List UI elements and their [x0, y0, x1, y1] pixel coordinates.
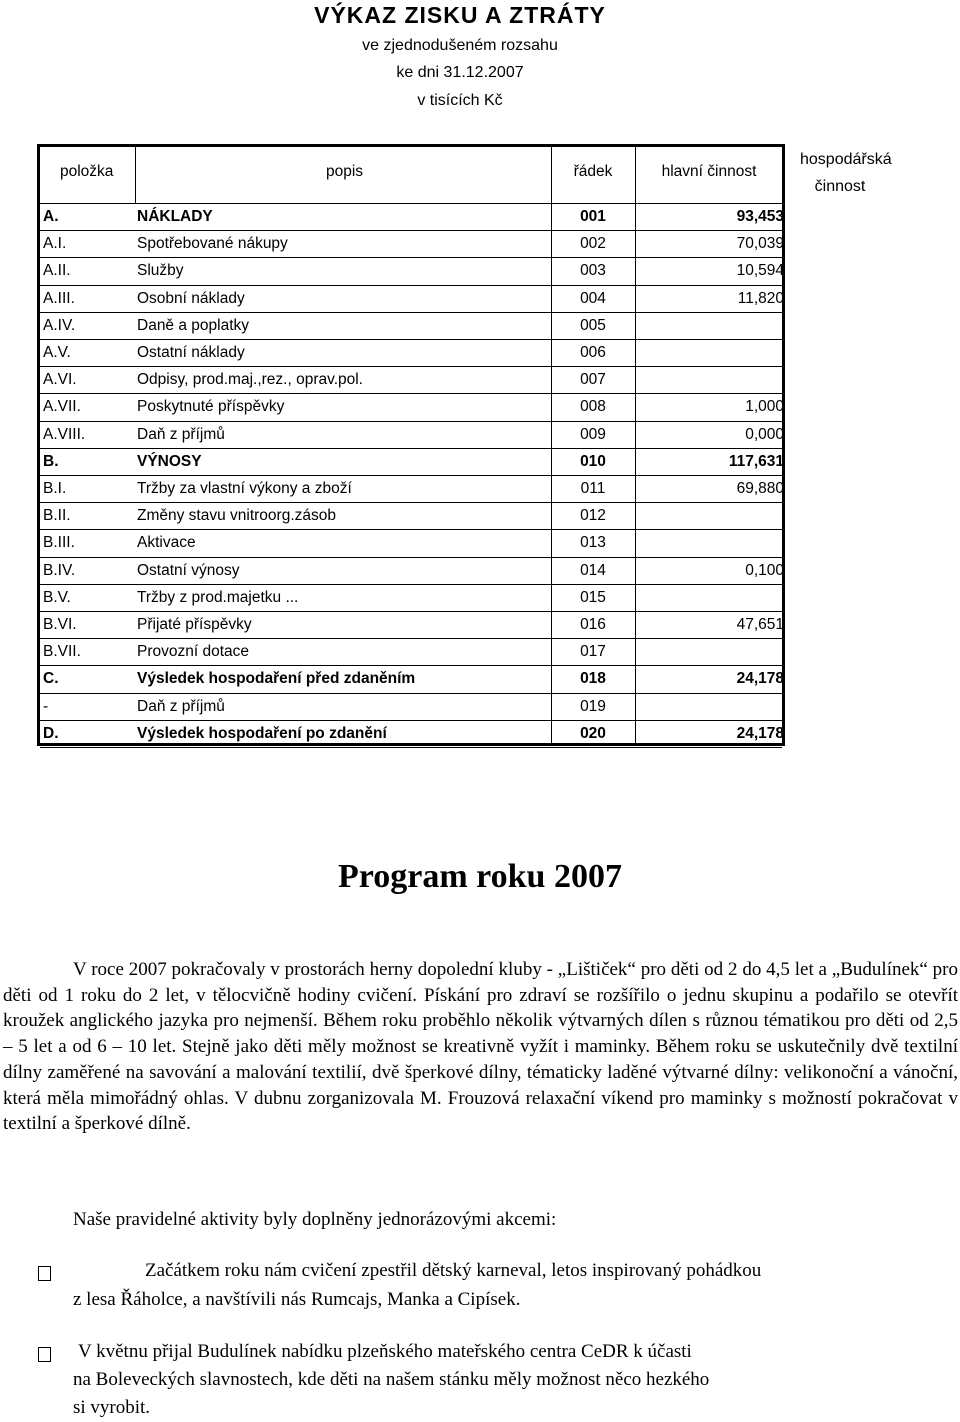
row-description: Výsledek hospodaření po zdanění	[137, 724, 387, 742]
program-title: Program roku 2007	[338, 858, 622, 895]
row-code: B.II.	[43, 507, 71, 525]
table-row	[40, 557, 782, 585]
table-row	[40, 421, 782, 449]
row-main-value: 24,178	[736, 670, 784, 688]
bullet-2-line-3: si vyrobit.	[73, 1397, 151, 1418]
row-main-value: 0,000	[745, 425, 784, 443]
row-main-value: 47,651	[736, 616, 784, 633]
row-main-value: 11,820	[737, 289, 784, 307]
row-code: A.VIII.	[43, 425, 86, 443]
row-main-value: 10,594	[736, 262, 784, 280]
row-description: Služby	[137, 262, 184, 280]
row-code: -	[43, 697, 49, 715]
row-main-value: 1,000	[745, 398, 784, 416]
row-main-value: 24,178	[736, 724, 784, 742]
row-description: Přijaté příspěvky	[137, 616, 252, 633]
row-code: B.	[43, 452, 59, 470]
row-line-number: 002	[580, 235, 606, 253]
row-code: A.I.	[43, 235, 67, 253]
row-line-number: 012	[580, 507, 606, 525]
row-code: A.V.	[43, 344, 71, 361]
table-row	[40, 584, 782, 612]
bullet-1-line-2: z lesa Řáholce, a navštívili nás Rumcajs, Manka a Cipísek.	[73, 1289, 521, 1310]
row-line-number: 016	[580, 616, 606, 633]
row-description: Změny stavu vnitroorg.zásob	[137, 507, 337, 525]
row-code: A.VII.	[43, 398, 81, 416]
col-header-economic-activity: hospodářská činnost	[800, 151, 892, 195]
row-line-number: 019	[580, 697, 606, 715]
col-header-main-activity: hlavní činnost	[661, 163, 757, 180]
table-row	[40, 665, 782, 693]
row-line-number: 007	[580, 371, 606, 389]
program-paragraph: V roce 2007 pokračovaly v prostorách herny dopolední kluby - „Lištiček“ pro děti od 2 do 4,5 let a „Budulínek“ pro děti od 1 roku do 2 let, v tělocvičně hodiny cvičení. Pískání pro zdraví se rozšířilo o jednu skupinu a podařilo se otevřít kroužek anglického jazyka pro nejmenší. Během roku proběhlo několik výtvarných dílen s různou tématikou pro děti od 2,5 – 5 let a od 6 – 10 let. Stejně jako děti měly možnost se kreativně vyžít i maminky. Během roku se uskutečnily dvě textilní dílny zaměřené na savování a malování textilií, dvě šperkové dílny, tématicky laděné výtvarné dílny: velikonoční a vánoční, která měla mimořádný ohlas. V dubnu zorganizovala M. Frouzová relaxační víkend pro maminky s možností pokračovat v textilní a šperkové dílně.	[3, 959, 958, 1135]
row-description: Daň z příjmů	[137, 425, 225, 443]
row-line-number: 020	[580, 724, 606, 742]
row-line-number: 015	[580, 588, 606, 606]
table-row	[40, 366, 782, 394]
report-subtitle-scope: ve zjednodušeném rozsahu	[362, 37, 558, 54]
table-row	[40, 285, 782, 313]
table-row	[40, 312, 782, 340]
row-code: A.IV.	[43, 316, 76, 334]
table-row	[40, 693, 782, 721]
report-subtitle-units: v tisících Kč	[417, 92, 503, 109]
row-line-number: 003	[580, 262, 606, 280]
row-main-value: 117,631	[728, 452, 784, 470]
table-row	[40, 393, 782, 421]
row-description: Daně a poplatky	[137, 316, 250, 334]
table-row	[40, 638, 782, 666]
row-line-number: 009	[580, 425, 606, 443]
bullet-2-line-1: V květnu přijal Budulínek nabídku plzeňského mateřského centra CeDR k účasti	[78, 1341, 692, 1362]
row-description: Daň z příjmů	[137, 697, 225, 715]
row-code: A.VI.	[43, 371, 77, 389]
col-header-item: položka	[60, 163, 114, 180]
report-title: VÝKAZ ZISKU A ZTRÁTY	[314, 2, 606, 28]
row-description: Spotřebované nákupy	[137, 235, 288, 253]
table-row	[40, 720, 782, 748]
row-description: Provozní dotace	[137, 643, 250, 661]
row-description: Odpisy, prod.maj.,rez., oprav.pol.	[137, 371, 363, 389]
row-description: Osobní náklady	[137, 289, 245, 307]
row-line-number: 004	[580, 289, 606, 307]
row-code: B.IV.	[43, 561, 76, 579]
col-header-line: řádek	[573, 163, 613, 180]
row-line-number: 017	[580, 643, 606, 661]
table-row	[40, 339, 782, 367]
row-line-number: 005	[580, 316, 606, 334]
bullet-2-line-2: na Boleveckých slavnostech, kde děti na našem stánku měly možnost něco hezkého	[73, 1369, 710, 1390]
col-header-description: popis	[326, 163, 364, 180]
program-intro: Naše pravidelné aktivity byly doplněny jednorázovými akcemi:	[73, 1209, 557, 1230]
row-main-value: 0,100	[745, 561, 784, 579]
row-code: B.VI.	[43, 616, 77, 633]
bullet-box-icon	[38, 1266, 51, 1281]
row-code: C.	[43, 670, 59, 688]
row-description: Tržby za vlastní výkony a zboží	[137, 480, 352, 497]
row-code: B.III.	[43, 534, 75, 552]
table-row	[40, 611, 782, 639]
row-description: Výsledek hospodaření před zdaněním	[137, 670, 416, 688]
row-line-number: 018	[580, 670, 606, 688]
row-description: VÝNOSY	[137, 452, 202, 470]
row-code: B.VII.	[43, 643, 81, 661]
table-header-row	[40, 147, 782, 204]
row-description: Ostatní výnosy	[137, 561, 240, 579]
row-line-number: 008	[580, 398, 606, 416]
row-code: B.V.	[43, 588, 71, 606]
row-description: Poskytnuté příspěvky	[137, 398, 285, 416]
bullet-box-icon	[38, 1347, 51, 1362]
table-row	[40, 230, 782, 258]
row-main-value: 69,880	[736, 480, 784, 497]
table-row	[40, 448, 782, 476]
table-row	[40, 475, 782, 503]
row-code: A.III.	[43, 289, 75, 307]
row-line-number: 013	[580, 534, 606, 552]
table-row	[40, 529, 782, 557]
row-description: NÁKLADY	[137, 208, 213, 225]
table-row	[40, 502, 782, 530]
row-line-number: 014	[580, 561, 606, 579]
table-row	[40, 203, 782, 231]
row-code: A.	[43, 208, 59, 225]
row-code: B.I.	[43, 480, 67, 497]
table-divider	[135, 147, 136, 203]
row-code: D.	[43, 724, 59, 742]
report-subtitle-date: ke dni 31.12.2007	[396, 64, 524, 81]
row-main-value: 70,039	[736, 235, 784, 253]
row-description: Ostatní náklady	[137, 344, 245, 361]
row-description: Aktivace	[137, 534, 196, 552]
bullet-1-line-1: Začátkem roku nám cvičení zpestřil dětský karneval, letos inspirovaný pohádkou	[145, 1260, 762, 1281]
row-main-value: 93,453	[736, 208, 784, 225]
row-description: Tržby z prod.majetku ...	[137, 588, 299, 606]
row-line-number: 006	[580, 344, 606, 361]
table-row	[40, 257, 782, 285]
row-line-number: 010	[580, 452, 606, 470]
profit-loss-table	[37, 144, 785, 746]
row-line-number: 011	[580, 480, 606, 497]
row-code: A.II.	[43, 262, 71, 280]
row-line-number: 001	[580, 208, 606, 225]
